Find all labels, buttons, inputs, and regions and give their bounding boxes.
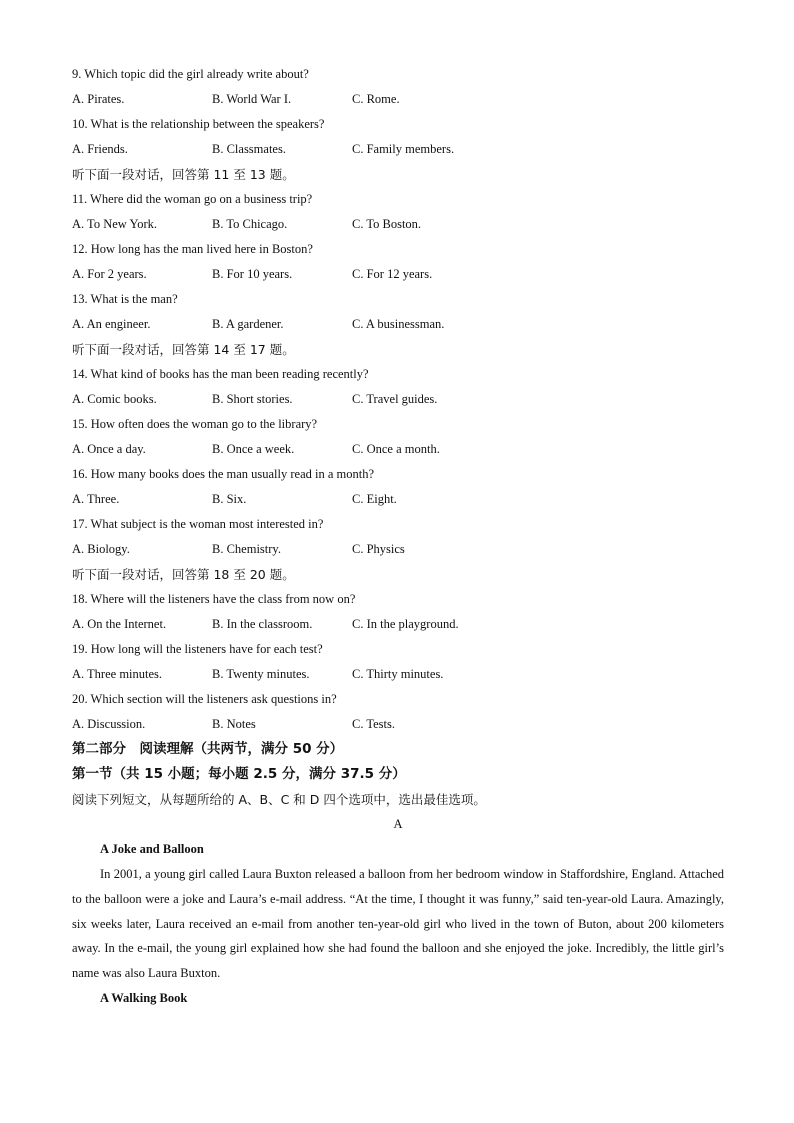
option-row (72, 87, 724, 112)
option-c: C. Tests. (352, 717, 395, 731)
option-row (72, 662, 724, 687)
option-c: C. Travel guides. (352, 392, 438, 406)
option-b: B. Short stories. (212, 392, 293, 406)
question-text: 10. What is the relationship between the speakers? (72, 117, 325, 131)
option-b: B. A gardener. (212, 317, 284, 331)
instruction-18-20: 听下面一段对话，回答第 18 至 20 题。 (72, 567, 295, 582)
question-11 (72, 187, 724, 237)
option-c: C. Eight. (352, 492, 397, 506)
question-15 (72, 412, 724, 462)
story-title-walking-book: A Walking Book (100, 990, 188, 1005)
option-b: B. Six. (212, 492, 247, 506)
option-c: C. Once a month. (352, 442, 440, 456)
instruction-14-17: 听下面一段对话，回答第 14 至 17 题。 (72, 342, 295, 357)
option-row (72, 212, 724, 237)
story-paragraph-joke-balloon: In 2001, a young girl called Laura Buxton released a balloon from her bedroom window in Staffordshire, England. Attached to the balloon were a joke and Laura’s e-mail address. “At the time, I thought it was funny,” said ten-year-old Laura. Amazingly, six weeks later, Laura received an e-mail from another ten-year-old girl who lived in the town of Buton, about 200 kilometers away. In the e-mail, the young girl explained how she had found the balloon and she enjoyed the joke. Incredibly, the little girl’s name was also Laura Buxton. (72, 867, 724, 981)
question-text: 19. How long will the listeners have for each test? (72, 642, 323, 656)
question-14 (72, 362, 724, 412)
option-a: A. Once a day. (72, 442, 146, 456)
option-a: A. Three minutes. (72, 667, 163, 681)
question-text: 20. Which section will the listeners ask questions in? (72, 692, 337, 706)
question-20 (72, 687, 724, 737)
reading-instruction: 阅读下列短文，从每题所给的 A、B、C 和 D 四个选项中，选出最佳选项。 (72, 792, 486, 807)
option-b: B. Chemistry. (212, 542, 281, 556)
option-c: C. To Boston. (352, 217, 422, 231)
option-a: A. Discussion. (72, 717, 146, 731)
option-c: C. Rome. (352, 92, 400, 106)
option-b: B. Classmates. (212, 142, 286, 156)
option-a: A. Three. (72, 492, 120, 506)
option-b: B. For 10 years. (212, 267, 293, 281)
option-row (72, 712, 724, 737)
option-c: C. A businessman. (352, 317, 445, 331)
question-17 (72, 512, 724, 562)
question-19 (72, 637, 724, 687)
option-row (72, 262, 724, 287)
option-a: A. Friends. (72, 142, 128, 156)
instruction-11-13: 听下面一段对话，回答第 11 至 13 题。 (72, 167, 295, 182)
option-c: C. In the playground. (352, 617, 459, 631)
option-c: C. Physics (352, 542, 405, 556)
question-16 (72, 462, 724, 512)
option-a: A. On the Internet. (72, 617, 167, 631)
question-13 (72, 287, 724, 337)
option-a: A. For 2 years. (72, 267, 147, 281)
question-text: 12. How long has the man lived here in Boston? (72, 242, 313, 256)
story-title-joke-balloon: A Joke and Balloon (100, 842, 204, 856)
option-row (72, 437, 724, 462)
option-row (72, 137, 724, 162)
option-b: B. To Chicago. (212, 217, 288, 231)
part2-heading: 第二部分 阅读理解（共两节，满分 50 分） (72, 741, 344, 757)
question-text: 17. What subject is the woman most interested in? (72, 517, 324, 531)
option-a: A. An engineer. (72, 317, 151, 331)
option-row (72, 537, 724, 562)
option-row (72, 612, 724, 637)
question-text: 15. How often does the woman go to the library? (72, 417, 318, 431)
option-b: B. World War I. (212, 92, 292, 106)
option-a: A. Pirates. (72, 92, 125, 106)
question-text: 9. Which topic did the girl already write about? (72, 67, 309, 81)
passage-letter: A (393, 817, 403, 831)
question-12 (72, 237, 724, 287)
option-row (72, 312, 724, 337)
option-b: B. Twenty minutes. (212, 667, 310, 681)
question-9 (72, 62, 724, 112)
exam-page (72, 62, 724, 1011)
question-text: 14. What kind of books has the man been reading recently? (72, 367, 369, 381)
option-c: C. Family members. (352, 142, 455, 156)
option-a: A. Biology. (72, 542, 130, 556)
option-b: B. Notes (212, 717, 256, 731)
option-c: C. Thirty minutes. (352, 667, 444, 681)
option-b: B. Once a week. (212, 442, 295, 456)
option-a: A. To New York. (72, 217, 158, 231)
option-b: B. In the classroom. (212, 617, 313, 631)
option-row (72, 487, 724, 512)
question-text: 18. Where will the listeners have the class from now on? (72, 592, 356, 606)
question-18 (72, 587, 724, 637)
option-c: C. For 12 years. (352, 267, 433, 281)
section1-heading: 第一节（共 15 小题；每小题 2.5 分，满分 37.5 分） (72, 766, 406, 782)
question-text: 11. Where did the woman go on a business trip? (72, 192, 313, 206)
option-row (72, 387, 724, 412)
question-text: 13. What is the man? (72, 292, 178, 306)
question-10 (72, 112, 724, 162)
option-a: A. Comic books. (72, 392, 157, 406)
question-text: 16. How many books does the man usually read in a month? (72, 467, 375, 481)
